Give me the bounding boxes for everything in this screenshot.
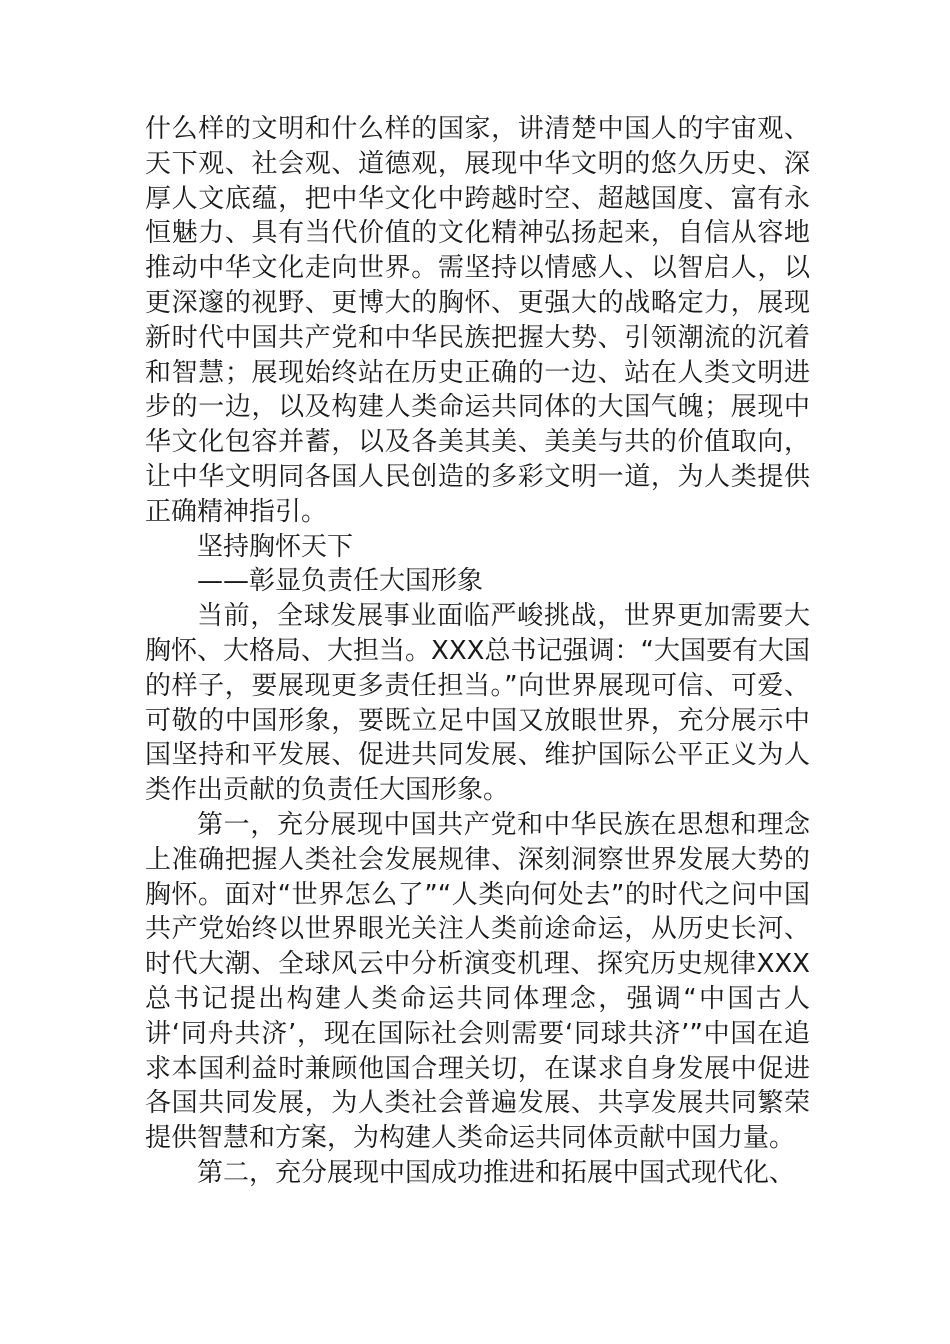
body-paragraph-2: 当前，全球发展事业面临严峻挑战，世界更加需要大胸怀、大格局、大担当。XXX总书记强调：“大国要有大国的样子，要展现更多责任担当。”向世界展现可信、可爱、可敬的中国形象，要既立足中国又放眼世界，充分展示中国坚持和平发展、促进共同发展、维护国际公平正义为人类作出贡献的负责任大国形象。 [145,601,810,806]
section-subheading: ——彰显负责任大国形象 [197,566,484,597]
document-page [145,112,810,1191]
body-paragraph-4: 第二，充分展现中国成功推进和拓展中国式现代化、 [197,1157,796,1188]
body-paragraph-3: 第一，充分展现中国共产党和中华民族在思想和理念上准确把握人类社会发展规律、深刻洞察世界发展大势的胸怀。面对“世界怎么了”“人类向何处去”的时代之问中国共产党始终以世界眼光关注人类前途命运，从历史长河、时代大潮、全球风云中分析演变机理、探究历史规律XXX总书记提出构建人类命运共同体理念，强调“中国古人讲‘同舟共济’，现在国际社会则需要‘同球共济’”中国在追求本国利益时兼顾他国合理关切，在谋求自身发展中促进各国共同发展，为人类社会普遍发展、共享发展共同繁荣提供智慧和方案，为构建人类命运共同体贡献中国力量。 [145,809,810,1154]
section-heading: 坚持胸怀天下 [197,531,354,562]
body-paragraph-1: 什么样的文明和什么样的国家，讲清楚中国人的宇宙观、天下观、社会观、道德观，展现中华文明的悠久历史、深厚人文底蕴，把中华文化中跨越时空、超越国度、富有永恒魅力、具有当代价值的文化精神弘扬起来，自信从容地推动中华文化走向世界。需坚持以情感人、以智启人，以更深邃的视野、更博大的胸怀、更强大的战略定力，展现新时代中国共产党和中华民族把握大势、引领潮流的沉着和智慧；展现始终站在历史正确的一边、站在人类文明进步的一边，以及构建人类命运共同体的大国气魄；展现中华文化包容并蓄，以及各美其美、美美与共的价值取向，让中华文明同各国人民创造的多彩文明一道，为人类提供正确精神指引。 [145,114,810,527]
